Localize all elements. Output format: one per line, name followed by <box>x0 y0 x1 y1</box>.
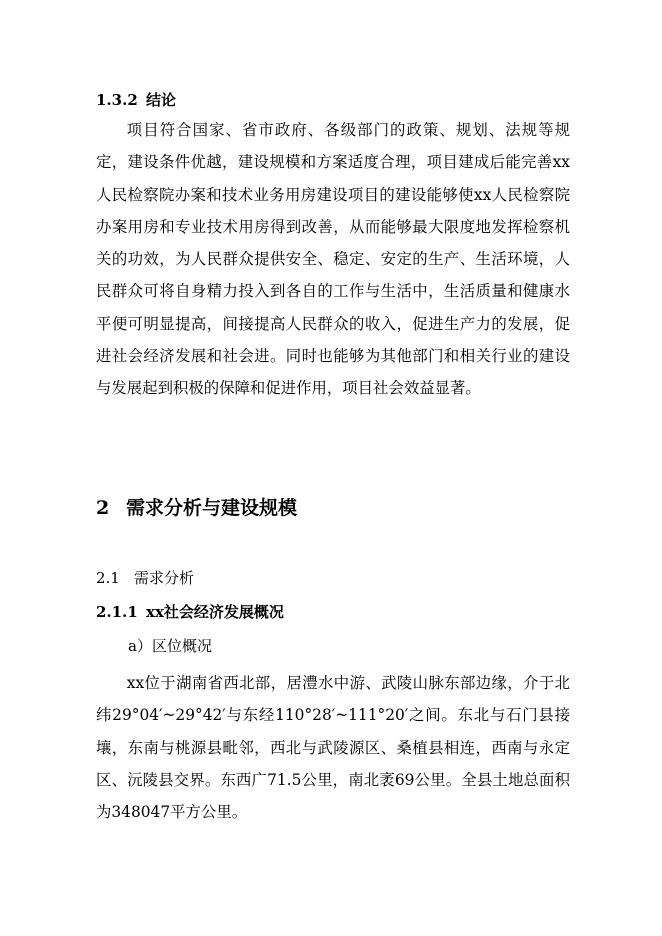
chapter-number: 2 <box>96 497 110 519</box>
subsection-heading-a: a）区位概况 <box>128 637 212 655</box>
section-title: 需求分析 <box>134 569 195 587</box>
chapter-heading-2 <box>96 494 297 522</box>
conclusion-paragraph: 项目符合国家、省市政府、各级部门的政策、规划、法规等规定，建设条件优越，建设规模和方案适度合理，项目建成后能完善xx人民检察院办案和技术业务用房建设项目的建设能够使xx人民检察院办案用房和专业技术用房得到改善，从而能够最大限度地发挥检察机关的功效，为人民群众提供安全、稳定、安定的生产、生活环境，人民群众可将自身精力投入到各自的工作与生活中，生活质量和健康水平便可明显提高，间接提高人民群众的收入，促进生产力的发展，促进社会经济发展和社会进。同时也能够为其他部门和相关行业的建设与发展起到积极的保障和促进作用，项目社会效益显著。 <box>96 121 570 398</box>
section-heading-2-1-1 <box>96 600 284 624</box>
section-title: xx社会经济发展概况 <box>146 603 284 621</box>
section-number: 1.3.2 <box>96 91 138 109</box>
section-heading-2-1 <box>96 566 194 590</box>
section-number: 2.1 <box>96 569 120 587</box>
section-title: 结论 <box>146 91 177 109</box>
location-paragraph: xx位于湖南省西北部，居澧水中游、武陵山脉东部边缘，介于北纬29°04′~29°42′与东经110°28′~111°20′之间。东北与石门县接壤，东南与桃源县毗邻，西北与武陵源区、桑植县相连，西南与永定区、沅陵县交界。东西广71.5公里，南北袤69公里。全县土地总面积为348047平方公里。 <box>96 674 570 822</box>
chapter-title: 需求分析与建设规模 <box>126 497 298 519</box>
section-heading-1-3-2 <box>96 88 176 112</box>
section-number: 2.1.1 <box>96 603 138 621</box>
